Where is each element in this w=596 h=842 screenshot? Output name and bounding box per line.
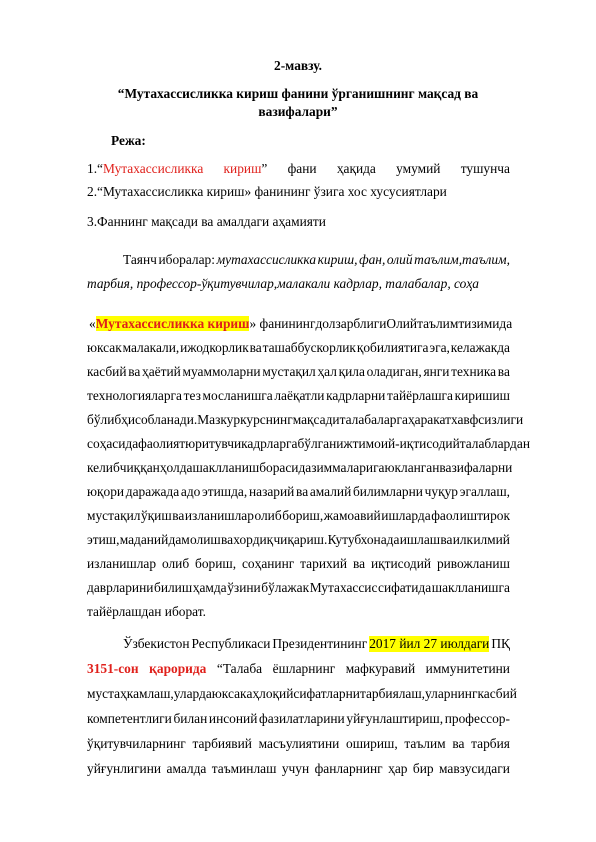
word: ижодкорлик xyxy=(180,340,249,355)
word: тарбиявий xyxy=(192,736,252,751)
word: назарий xyxy=(248,484,295,499)
para2-line xyxy=(123,636,510,652)
word: юкланган xyxy=(384,460,440,475)
word: тизимида xyxy=(458,316,513,331)
word: ривожланиш xyxy=(436,556,510,571)
plan-item-1-word: ҳақида xyxy=(336,161,376,176)
topic-number: 2-мавзу. xyxy=(274,58,322,73)
word: бориш, xyxy=(282,508,324,523)
keywords-line-2: тарбия, профессор-ўқитувчилар,малакали кадрлар, талабалар, соҳа xyxy=(87,276,479,291)
word: касбий xyxy=(477,686,517,701)
word: инсоний xyxy=(208,711,258,726)
para1-line xyxy=(87,388,510,404)
word: уларда xyxy=(173,686,212,701)
word: ҳаётий xyxy=(142,364,181,379)
word: Мутахассис xyxy=(309,580,378,595)
word: ишларда xyxy=(381,508,431,523)
word: ва xyxy=(352,556,366,571)
word: тайёрлашга xyxy=(387,388,453,403)
word: бўлажак xyxy=(261,580,310,595)
word: эгаллаш, xyxy=(459,484,510,499)
word: ва xyxy=(249,340,262,355)
keyword: мутахассисликка xyxy=(216,252,317,267)
keyword: олий xyxy=(386,252,413,267)
word: фазилатларини xyxy=(259,711,345,726)
word: мустақил xyxy=(87,508,141,523)
word: фаолият xyxy=(138,436,186,451)
para1-line xyxy=(87,460,513,476)
word: Олий xyxy=(386,316,418,331)
word: ошириш, xyxy=(346,736,398,751)
word: ва xyxy=(452,736,465,751)
para1-line xyxy=(87,412,524,428)
word: ва xyxy=(296,484,309,499)
word: олиш xyxy=(190,532,221,547)
word: Кутубхонада xyxy=(327,532,400,547)
word: ва xyxy=(128,364,141,379)
word: таълим xyxy=(404,736,446,751)
word: ўқитувчиларнинг xyxy=(87,736,186,751)
word: билимларни xyxy=(352,484,423,499)
word: амалий xyxy=(309,484,352,499)
word: мавзусидаги xyxy=(439,761,510,776)
word: сифатларни xyxy=(293,686,360,701)
word: қила xyxy=(338,364,365,379)
word: ўзини xyxy=(227,580,261,595)
word: жамоавий xyxy=(323,508,381,523)
topic-title-line-1: “Мутахассисликка кириш фанини ўрганишнинг мақсад ва xyxy=(117,86,479,101)
word: бўлган xyxy=(297,436,337,451)
word: ташаббускорлик xyxy=(262,340,356,355)
para1-line xyxy=(87,340,510,356)
word: вазифаларни xyxy=(439,460,513,475)
word: таълим xyxy=(417,316,459,331)
subject-highlight: Мутахассисликка кириш xyxy=(95,316,250,331)
plan-item-1-word: фани xyxy=(287,161,317,176)
word: юксак xyxy=(87,340,122,355)
para1-line xyxy=(87,508,510,524)
word: ҳал xyxy=(317,364,337,379)
keyword-label: Таянч xyxy=(123,252,157,267)
word: иммунитетини xyxy=(425,661,510,676)
word: ижтимоий-иқтисодий xyxy=(336,436,460,451)
word: олиб xyxy=(254,508,282,523)
word: ёшларнинг xyxy=(272,661,336,676)
word: чуқур xyxy=(424,484,458,499)
word: иқтисодий xyxy=(370,556,432,571)
word: кадрларни xyxy=(326,388,386,403)
para1-line-last: тайёрлашдан иборат. xyxy=(87,604,206,619)
word: мустақил xyxy=(262,364,316,379)
plan-item-1-word: умумий xyxy=(396,161,441,176)
word: янги xyxy=(423,364,450,379)
word: ПҚ xyxy=(491,636,510,651)
date-highlight: 2017 йил 27 июлдаги xyxy=(369,636,490,651)
para1-lead: «Мутахассисликка кириш» фанининг xyxy=(89,316,316,331)
word: шаклланиш xyxy=(192,460,260,475)
word: ва xyxy=(220,532,234,547)
word: юритувчи xyxy=(185,436,242,451)
word: киришиш xyxy=(454,388,510,403)
word: тарбия xyxy=(471,736,510,751)
word: олиб xyxy=(161,556,190,571)
word: хавфсизлиги xyxy=(450,412,524,427)
keywords-line-1 xyxy=(123,252,510,268)
word: касбий xyxy=(87,364,127,379)
para1-line xyxy=(87,364,510,380)
keyword-label: иборалар: xyxy=(158,252,215,267)
word: муаммоларни xyxy=(182,364,261,379)
word: дам xyxy=(168,532,190,547)
word: тез xyxy=(183,388,201,403)
word: соҳанинг xyxy=(241,556,295,571)
word: курснинг xyxy=(240,412,293,427)
word: бориш, xyxy=(195,556,237,571)
word: кадрларга xyxy=(241,436,298,451)
word: чиққан xyxy=(119,460,160,475)
word: чиқариш. xyxy=(273,532,328,547)
para2-line xyxy=(87,686,517,702)
plan-item-1-part: кириш” xyxy=(223,161,268,176)
word: зиммаларига xyxy=(311,460,385,475)
word: уйғунлигини xyxy=(87,761,162,776)
word: даражада xyxy=(125,484,180,499)
word: тарихий xyxy=(300,556,348,571)
word: профессор- xyxy=(444,711,510,726)
word: амалда xyxy=(166,761,207,776)
word: бир xyxy=(412,761,434,776)
para1-line xyxy=(87,436,530,452)
word: этиш, xyxy=(87,532,120,547)
word: долзарблиги xyxy=(315,316,387,331)
word: ҳисобланади. xyxy=(121,412,198,427)
word: шаклланишга xyxy=(431,580,510,595)
keyword: таълим,таълим, xyxy=(414,252,510,267)
word: бўлиб xyxy=(87,412,122,427)
word: Мазкур xyxy=(197,412,241,427)
para1-line xyxy=(87,580,510,596)
keyword: фан, xyxy=(359,252,386,267)
word: маданий xyxy=(119,532,169,547)
word: уйғунлаштириш, xyxy=(346,711,444,726)
word: талабаларга xyxy=(339,412,408,427)
word: масъулиятини xyxy=(258,736,340,751)
word: ҳамда xyxy=(192,580,227,595)
word: мустаҳкамлаш, xyxy=(87,686,174,701)
word: борасида xyxy=(259,460,312,475)
para2-line xyxy=(87,736,510,752)
keyword: кириш, xyxy=(317,252,358,267)
word: мосланишга xyxy=(202,388,273,403)
para2-line xyxy=(87,761,510,777)
word: сифатида xyxy=(378,580,432,595)
word: юқори xyxy=(87,484,125,499)
word: ва xyxy=(440,532,453,547)
word: уларнинг xyxy=(425,686,478,701)
plan-label: Режа: xyxy=(111,133,146,148)
word: келиб xyxy=(87,460,120,475)
plan-item-1 xyxy=(87,161,510,177)
word: ҳолда xyxy=(159,460,193,475)
word: оладиган, xyxy=(366,364,422,379)
plan-item-1-word: тушунча xyxy=(460,161,510,176)
word: ҳаракат xyxy=(407,412,451,427)
word: билиш xyxy=(154,580,193,595)
word: Ўзбекистон xyxy=(123,636,190,651)
word: илк xyxy=(452,532,474,547)
topic-title-line-2: вазифалари” xyxy=(258,104,338,119)
word: техника xyxy=(451,364,497,379)
word: изланишлар xyxy=(184,508,254,523)
para1-line xyxy=(87,484,510,500)
word: ва xyxy=(172,508,185,523)
word: тарбиялаш, xyxy=(359,686,426,701)
word: иштирок xyxy=(459,508,510,523)
word: талаблардан xyxy=(459,436,530,451)
para1-line xyxy=(87,532,510,548)
word: Республикаси xyxy=(191,636,271,651)
word: юксак xyxy=(211,686,247,701)
word: малакали, xyxy=(122,340,180,355)
para1-line xyxy=(87,556,510,572)
word: этишда, xyxy=(202,484,248,499)
word: лаёқатли xyxy=(274,388,325,403)
word: билан xyxy=(173,711,208,726)
word: қобилиятига xyxy=(356,340,429,355)
decree-word: қарорида xyxy=(149,661,207,676)
word: соҳасида xyxy=(87,436,139,451)
word: ҳар xyxy=(388,761,408,776)
word: мақсади xyxy=(292,412,340,427)
plan-item-2: 2.“Мутахассисликка кириш» фанининг ўзига хос хусусиятлари xyxy=(87,184,447,199)
word: учун xyxy=(281,761,310,776)
word: келажакда xyxy=(450,340,510,355)
para1-line xyxy=(89,316,513,332)
word: илмий xyxy=(473,532,510,547)
word: мафкуравий xyxy=(345,661,416,676)
word: эга, xyxy=(429,340,450,355)
word: компетентлиги xyxy=(87,711,172,726)
word: таъминлаш xyxy=(211,761,277,776)
word: “Талаба xyxy=(216,661,263,676)
word: ўқиш xyxy=(140,508,172,523)
decree-number: 3151-сон xyxy=(87,661,139,676)
para2-line xyxy=(87,661,510,677)
word: хордиқ xyxy=(233,532,274,547)
word: даврларини xyxy=(87,580,154,595)
word: аҳлоқий xyxy=(246,686,294,701)
plan-item-3: 3.Фаннинг мақсади ва амалдаги аҳамияти xyxy=(87,214,326,229)
word: адо xyxy=(180,484,201,499)
word: Президентининг xyxy=(272,636,368,651)
plan-item-1-part: 1.“Мутахассисликка xyxy=(87,161,204,176)
word: ишлаш xyxy=(399,532,441,547)
para2-line xyxy=(87,711,510,727)
word: технологияларга xyxy=(87,388,182,403)
word: изланишлар xyxy=(87,556,157,571)
word: фанларнинг xyxy=(314,761,383,776)
word: ва xyxy=(497,364,510,379)
word: фаол xyxy=(431,508,460,523)
